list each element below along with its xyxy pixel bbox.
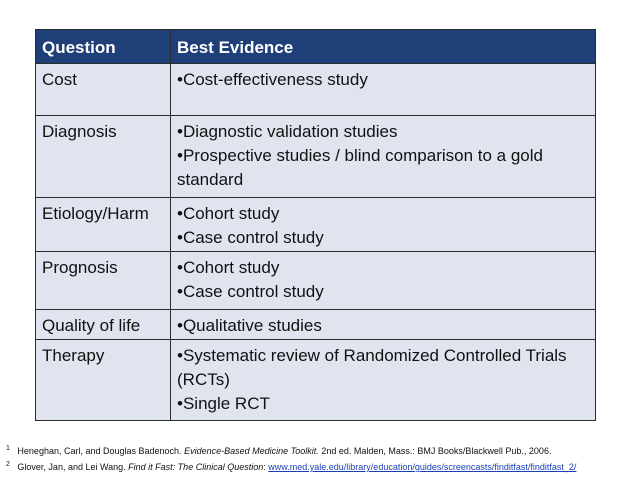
table-row: [36, 340, 596, 421]
table-row: [36, 64, 596, 116]
evidence-table: [35, 29, 596, 421]
question-cell: Prognosis: [36, 252, 171, 310]
evidence-cell: [171, 340, 596, 421]
footnote-marker: 1: [6, 445, 10, 452]
evidence-cell: [171, 116, 596, 198]
footnote-marker: 2: [6, 461, 10, 468]
table-header-row: [36, 30, 596, 64]
table-row: [36, 198, 596, 252]
evidence-item: •Cohort study: [177, 204, 280, 223]
evidence-item: •Case control study: [177, 228, 324, 247]
evidence-item: •Qualitative studies: [177, 316, 322, 335]
footnote-publication: 2nd ed. Malden, Mass.: BMJ Books/Blackwell Pub., 2006.: [321, 446, 552, 456]
evidence-item: •Diagnostic validation studies: [177, 122, 398, 141]
question-cell: Quality of life: [36, 310, 171, 340]
table-row: [36, 252, 596, 310]
evidence-cell: [171, 198, 596, 252]
evidence-item: •Single RCT: [177, 394, 270, 413]
footnote-link[interactable]: www.med.yale.edu/library/education/guides/screencasts/finditfast/finditfast_2/: [268, 462, 577, 472]
footnote-1: [6, 443, 634, 459]
footnote-title: Evidence-Based Medicine Toolkit.: [184, 446, 319, 456]
evidence-item: •Prospective studies / blind comparison to a gold standard: [177, 146, 543, 189]
header-question: Question: [36, 30, 171, 64]
footnote-2: [6, 459, 634, 475]
question-cell: Therapy: [36, 340, 171, 421]
evidence-cell: [171, 252, 596, 310]
evidence-item: •Cohort study: [177, 258, 280, 277]
evidence-item: •Systematic review of Randomized Controlled Trials (RCTs): [177, 346, 567, 389]
table-row: [36, 310, 596, 340]
question-cell: Cost: [36, 64, 171, 116]
evidence-cell: [171, 64, 596, 116]
evidence-item: •Cost-effectiveness study: [177, 70, 368, 89]
evidence-cell: [171, 310, 596, 340]
table-row: [36, 116, 596, 198]
footnote-author: Glover, Jan, and Lei Wang.: [17, 462, 126, 472]
footnote-separator: :: [263, 462, 266, 472]
header-best-evidence: Best Evidence: [171, 30, 596, 64]
footnote-author: Heneghan, Carl, and Douglas Badenoch.: [17, 446, 182, 456]
evidence-item: •Case control study: [177, 282, 324, 301]
footnote-title: Find it Fast: The Clinical Question: [128, 462, 264, 472]
question-cell: Diagnosis: [36, 116, 171, 198]
footnotes: [6, 443, 634, 475]
question-cell: Etiology/Harm: [36, 198, 171, 252]
